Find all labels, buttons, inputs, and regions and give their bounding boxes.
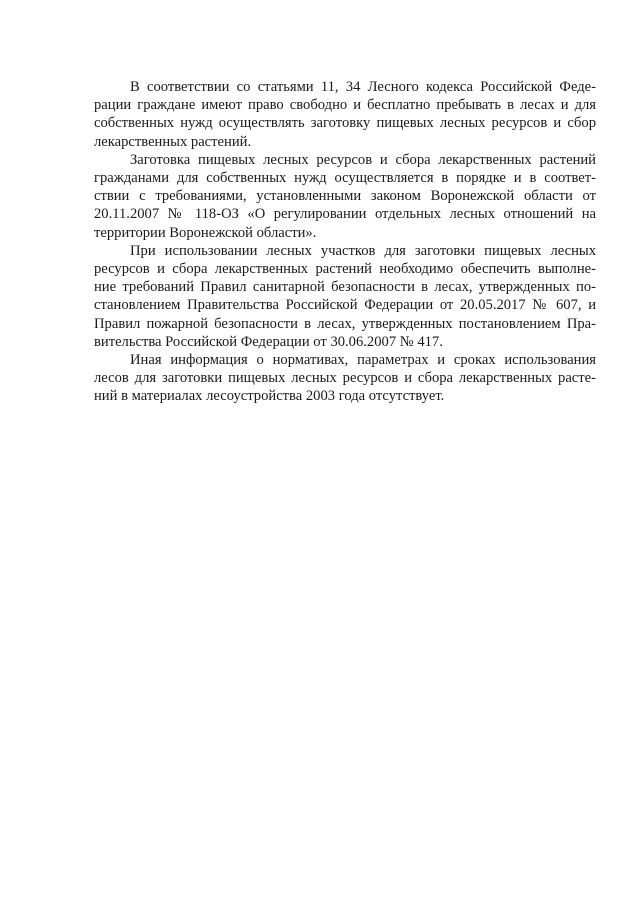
text-line: становлением Правительства Российской Федерации от 20.05.2017 № 607, и — [94, 297, 596, 314]
text-line: ние требований Правил санитарной безопасности в лесах, утвержденных по- — [94, 279, 596, 296]
text-line: Правил пожарной безопасности в лесах, утвержденных постановлением Пра- — [94, 315, 596, 332]
text-line: ствии с требованиями, установленными законом Воронежской области от — [94, 188, 596, 205]
paragraph-4 — [94, 351, 596, 406]
text-line: При использовании лесных участков для заготовки пищевых лесных — [130, 242, 596, 259]
text-line: ресурсов и сбора лекарственных растений необходимо обеспечить выполне- — [94, 261, 596, 278]
paragraph-3 — [94, 242, 596, 351]
text-line: лесов для заготовки пищевых лесных ресурсов и сбора лекарственных расте- — [94, 370, 596, 387]
paragraph-2 — [94, 151, 596, 242]
text-line: территории Воронежской области». — [94, 224, 317, 241]
text-line: Иная информация о нормативах, параметрах и сроках использования — [130, 352, 596, 369]
text-line: вительства Российской Федерации от 30.06.2007 № 417. — [94, 333, 443, 350]
document-body — [94, 78, 596, 406]
text-line: В соответствии со статьями 11, 34 Лесного кодекса Российской Феде- — [130, 79, 596, 95]
text-line: Заготовка пищевых лесных ресурсов и сбора лекарственных растений — [130, 151, 596, 168]
text-line: лекарственных растений. — [94, 133, 252, 150]
text-line: ний в материалах лесоустройства 2003 года отсутствует. — [94, 388, 445, 405]
text-line: гражданами для собственных нужд осуществляется в порядке и в соответ- — [94, 170, 596, 187]
text-line: 20.11.2007 № 118-ОЗ «О регулировании отдельных лесных отношений на — [94, 206, 596, 223]
text-line: рации граждане имеют право свободно и бесплатно пребывать в лесах и для — [94, 97, 596, 114]
text-line: собственных нужд осуществлять заготовку пищевых лесных ресурсов и сбор — [94, 115, 596, 132]
paragraph-1 — [94, 78, 596, 151]
